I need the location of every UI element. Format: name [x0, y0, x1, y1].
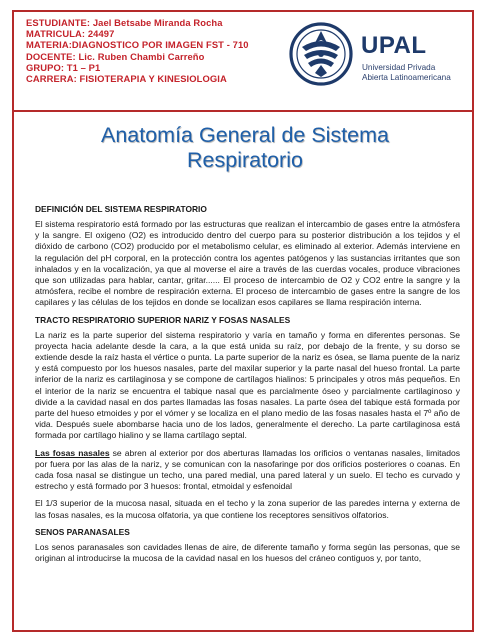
paragraph-definition: El sistema respiratorio está formado por las estructuras que realizan el intercambio de gases entre la atmósfera y la sangre. El oxigeno (O2) es introducido dentro del cuerpo para su posterior distribución a los tejidos y el dióxido de carbono (CO2) producido por el metabolismo celular, es eliminado al exterior. Además interviene en la regulación del pH corporal, en la protección contra los agentes patógenos y las sustancias irritantes que son inhalados y en la vocalización, ya que al moverse el aire a través de las cuerdas vocales, produce vibraciones que son utilizadas para hablar, cantar, gritar...... El proceso de intercambio de O2 y CO2 entre la sangre y la atmósfera, recibe el nombre de respiración externa. El proceso de intercambio de gases entre la sangre de los capilares y las células de los tejidos en donde se localizan esos capilares se llama respiración interna.	[35, 219, 460, 308]
logo-subtitle-2: Abierta Latinoamericana	[362, 73, 451, 82]
university-logo	[288, 19, 478, 89]
student-name: ESTUDIANTE: Jael Betsabe Miranda Rocha	[26, 17, 223, 28]
nasal-fossae-lead: Las fosas nasales	[35, 447, 110, 458]
section-heading-definition: DEFINICIÓN DEL SISTEMA RESPIRATORIO	[35, 204, 207, 214]
logo-subtitle-1: Universidad Privada	[362, 63, 436, 72]
section-heading-sinuses: SENOS PARANASALES	[35, 526, 130, 537]
document-header	[20, 17, 470, 107]
paragraph-nasal-fossae	[35, 448, 460, 493]
paragraph-nose: La nariz es la parte superior del sistema respiratorio y varía en tamaño y forma en diferentes personas. Se proyecta hacia adelante desde la cara, a la que está unida su raíz, por debajo de la frente, y su dorso se extiende desde la raíz hasta el vértice o punta. La parte superior de la nariz es ósea, se llama puente de la nariz y está compuesto por los huesos nasales, parte del maxilar superior y la parte nasal del hueso frontal. La parte inferior de la nariz es cartilaginosa y se compone de cartílagos hialinos: 5 principales y otros más pequeños. En el interior de la nariz se encuentra el tabique nasal que es parcialmente óseo y parcialmente cartilaginoso y divide a la cavidad nasal en dos partes llamadas las fosas nasales. La parte ósea del tabique está formada por parte del hueso etmoides y por el vómer y se localiza en el plano medio de las fosas nasales hasta el 7º año de vida. Después suele abombarse hacia uno de los lados, generalmente el derecho. La parte cartilaginosa está formada por cartílago hialino y se llama cartílago septal.	[35, 329, 460, 441]
upal-emblem-icon	[288, 21, 354, 87]
title-line-1: Anatomía General de Sistema	[100, 123, 389, 147]
nasal-fossae-text: se abren al exterior por dos aberturas llamadas los orificios o ventanas nasales, limitados por fuera por las alas de la nariz, y se comunican con la nasofaringe por dos orificios posteriores o coanas. En cada fosa nasal se distingue un techo, una pared medial, una pared lateral y un suelo. El techo es curvado y estrecho y está formado por 3 huesos: frontal, etmoidal y esfenoidal	[35, 447, 461, 492]
course-name: MATERIA:DIAGNOSTICO POR IMAGEN FST - 710	[26, 39, 249, 51]
paragraph-olfactory-mucosa: El 1/3 superior de la mucosa nasal, situada en el techo y la zona superior de las paredes interna y externa de las fosas nasales, es la mucosa olfatoria, ya que contiene los receptores sensitivos olfatorios.	[35, 498, 460, 520]
student-info	[26, 17, 249, 84]
document-title	[20, 123, 470, 173]
student-id: MATRICULA: 24497	[26, 28, 115, 40]
section-heading-upper-tract: TRACTO RESPIRATORIO SUPERIOR NARIZ Y FOSAS NASALES	[35, 314, 291, 325]
document-body	[35, 204, 460, 570]
career-label: CARRERA: FISIOTERAPIA Y KINESIOLOGIA	[26, 73, 227, 85]
title-line-2: Respiratorio	[187, 148, 303, 172]
header-divider	[12, 110, 474, 112]
logo-wordmark: UPAL	[361, 32, 427, 59]
paragraph-sinuses: Los senos paranasales son cavidades llenas de aire, de diferente tamaño y forma según las personas, que se originan al introducirse la mucosa de la cavidad nasal en los huesos del cráneo contiguos y, por tanto,	[35, 541, 460, 564]
group-label: GRUPO: T1 – P1	[26, 61, 101, 73]
instructor-name: DOCENTE: Lic. Ruben Chambi Carreño	[26, 50, 205, 62]
